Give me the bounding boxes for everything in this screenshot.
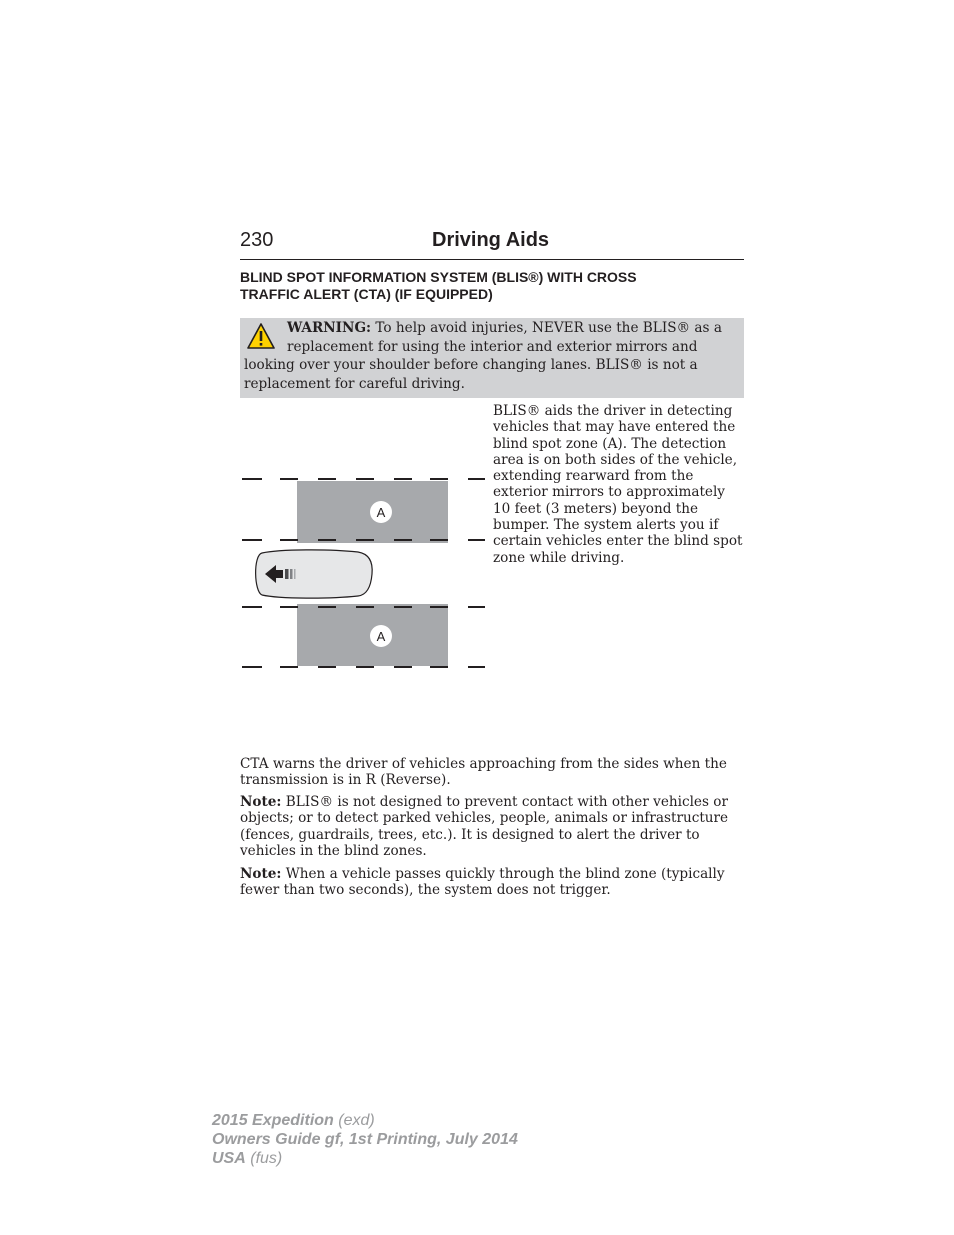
side-text-line: certain vehicles enter the blind spot <box>493 533 743 550</box>
footer-region: USA <box>212 1150 246 1167</box>
note1-line3: (fences, guardrails, trees, etc.). It is designed to alert the driver to <box>240 826 700 843</box>
section-heading-line1: BLIND SPOT INFORMATION SYSTEM (BLIS®) WITH CROSS <box>240 269 637 285</box>
header-rule <box>240 259 744 260</box>
cta-paragraph <box>240 756 744 789</box>
note-label: Note: <box>240 866 282 882</box>
warning-label: WARNING: <box>287 320 372 336</box>
note1-line1: BLIS® is not designed to prevent contact with other vehicles or <box>285 794 728 810</box>
note-paragraph-2 <box>240 866 744 899</box>
note1-line4: vehicles in the blind zones. <box>240 842 427 859</box>
footer-model: 2015 Expedition <box>212 1112 334 1129</box>
side-text-line: blind spot zone (A). The detection <box>493 435 727 452</box>
note-label: Note: <box>240 794 282 810</box>
side-text-line: 10 feet (3 meters) beyond the <box>493 500 698 517</box>
page-number: 230 <box>240 229 274 251</box>
note-paragraph-1 <box>240 794 744 859</box>
warning-line3: looking over your shoulder before changing lanes. BLIS® is not a <box>244 357 698 373</box>
cta-line1: CTA warns the driver of vehicles approaching from the sides when the <box>240 756 727 772</box>
zone-label-bottom <box>370 625 392 647</box>
cta-line2: transmission is in R (Reverse). <box>240 772 451 789</box>
section-heading-line2: TRAFFIC ALERT (CTA) (IF EQUIPPED) <box>240 286 493 302</box>
footer-region-code: (fus) <box>250 1150 283 1167</box>
section-heading <box>240 269 744 303</box>
svg-text:A: A <box>376 629 386 644</box>
side-text-line: exterior mirrors to approximately <box>493 484 725 501</box>
footer-guide: Owners Guide gf, 1st Printing, July 2014 <box>212 1131 518 1148</box>
svg-text:A: A <box>376 505 386 520</box>
chapter-title: Driving Aids <box>432 229 550 251</box>
side-text-line: vehicles that may have entered the <box>493 419 736 436</box>
note2-line1: When a vehicle passes quickly through the blind zone (typically <box>285 866 725 882</box>
note2-line2: fewer than two seconds), the system does not trigger. <box>240 882 611 899</box>
note1-line2: objects; or to detect parked vehicles, people, animals or infrastructure <box>240 810 729 827</box>
side-text-line: extending rearward from the <box>493 468 694 485</box>
zone-label-top <box>370 501 392 523</box>
warning-box <box>240 318 744 398</box>
side-text-line: BLIS® aids the driver in detecting <box>493 403 733 419</box>
side-text-line: bumper. The system alerts you if <box>493 517 719 534</box>
warning-line1: To help avoid injuries, NEVER use the BLIS® as a <box>375 320 722 336</box>
footer-model-code: (exd) <box>338 1112 375 1129</box>
blind-spot-diagram <box>240 405 490 745</box>
side-text-line: zone while driving. <box>493 549 625 566</box>
blis-description <box>493 403 745 566</box>
warning-line2: replacement for using the interior and exterior mirrors and <box>287 338 698 355</box>
warning-text <box>244 319 734 393</box>
warning-line4: replacement for careful driving. <box>244 375 465 392</box>
side-text-line: area is on both sides of the vehicle, <box>493 451 738 468</box>
page-footer <box>212 1111 518 1168</box>
